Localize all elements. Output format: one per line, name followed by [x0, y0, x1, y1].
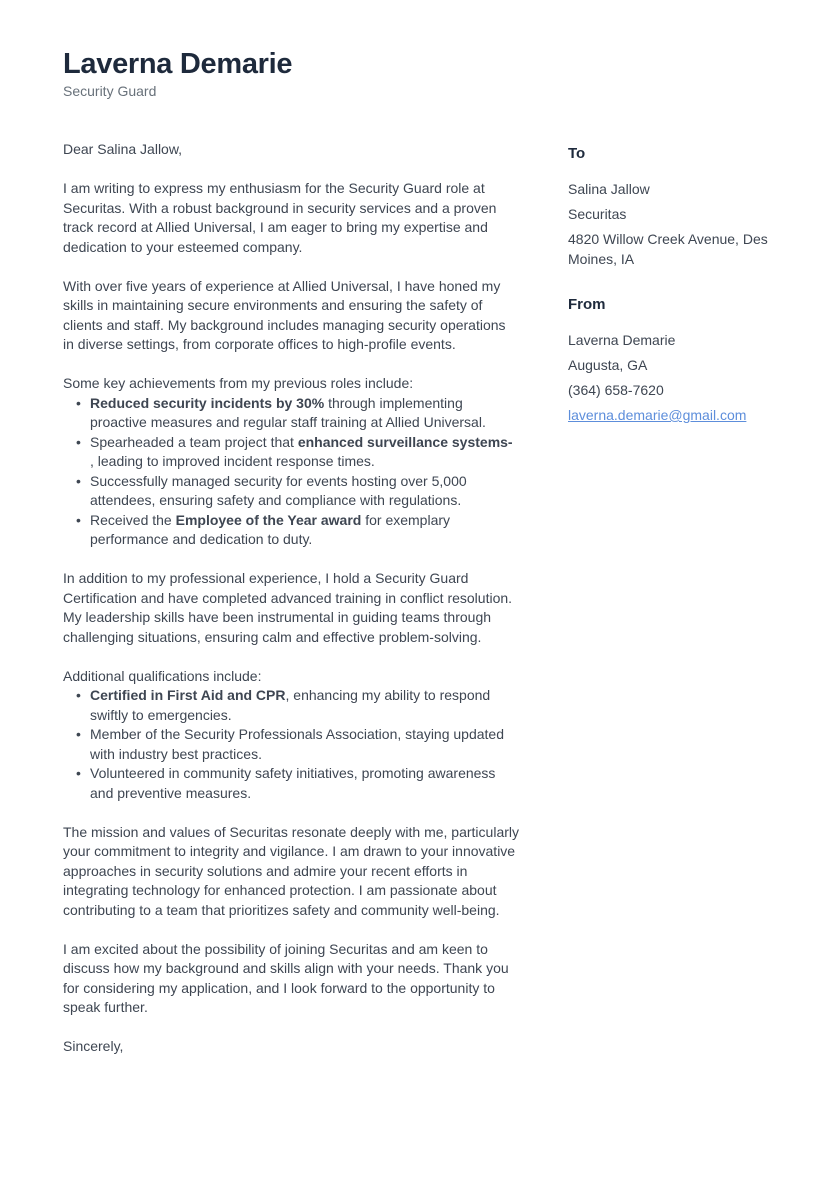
list-item: [63, 686, 520, 725]
list-item: [63, 764, 520, 803]
to-heading: To: [568, 145, 586, 162]
achievement-list: [63, 394, 520, 550]
letter-paragraph: [63, 374, 520, 394]
sender-email-link[interactable]: laverna.demarie@gmail.com: [568, 407, 747, 423]
letter-body: [63, 140, 520, 1076]
list-item: [63, 725, 520, 764]
page-title: Laverna Demarie: [63, 48, 293, 80]
letter-paragraph: [63, 277, 520, 355]
text-run: for exemplary performance and dedication to duty.: [90, 511, 451, 547]
letter-paragraph: [63, 823, 520, 921]
text-run: , enhancing my ability to respond swiftly to emergencies.: [90, 687, 491, 723]
bold-text-run: Reduced security incidents by 30%: [90, 394, 325, 411]
list-item: [63, 472, 520, 511]
text-run: I am excited about the possibility of joining Securitas and am keen to discuss how my background and skills align with your needs. Thank you for considering my application, and I look forward to the opportunity to speak further.: [63, 940, 509, 1015]
to-section: [568, 145, 798, 269]
letter-header: [63, 47, 292, 100]
list-item: [63, 511, 520, 550]
text-run: Dear Salina Jallow,: [63, 141, 183, 157]
bold-text-run: Employee of the Year award: [175, 511, 362, 528]
text-run: Received the: [90, 511, 176, 528]
job-title-subtitle: Security Guard: [63, 83, 157, 99]
text-run: Member of the Security Professionals Association, staying updated with industry best practices.: [90, 726, 504, 762]
achievement-list: [63, 686, 520, 803]
from-section: [568, 296, 798, 425]
text-run: Spearheaded a team project that: [90, 433, 298, 450]
text-run: In addition to my professional experience, I hold a Security Guard Certification and have completed advanced training in conflict resolution. My leadership skills have been instrumental in guiding teams through challenging situations, ensuring calm and effective problem-solving.: [63, 570, 513, 645]
text-run: I am writing to express my enthusiasm for the Security Guard role at Securitas. With a robust background in security services and a proven track record at Allied Universal, I am eager to bring my expertise and dedication to your esteemed company.: [63, 180, 497, 255]
sender-phone: (364) 658-7620: [568, 382, 664, 398]
recipient-address: 4820 Willow Creek Avenue, Des Moines, IA: [568, 231, 768, 267]
text-run: Some key achievements from my previous roles include:: [63, 375, 414, 391]
contact-sidebar: [568, 145, 798, 430]
sender-location: Augusta, GA: [568, 357, 648, 373]
text-run: Successfully managed security for events hosting over 5,000 attendees, ensuring safety and compliance with regulations.: [90, 472, 467, 508]
text-run: Sincerely,: [63, 1038, 124, 1054]
text-run: With over five years of experience at Allied Universal, I have honed my skills in maintaining secure environments and ensuring the safety of clients and staff. My background includes managing security operations in diverse settings, from corporate offices to high-profile events.: [63, 277, 506, 352]
text-run: , leading to improved incident response times.: [90, 453, 375, 469]
sender-name: Laverna Demarie: [568, 332, 676, 348]
text-run: Additional qualifications include:: [63, 667, 262, 684]
from-heading: From: [568, 296, 606, 313]
letter-paragraph: [63, 569, 520, 647]
recipient-company: Securitas: [568, 206, 627, 222]
letter-paragraph: [63, 940, 520, 1018]
list-item: [63, 394, 520, 433]
text-run: Volunteered in community safety initiatives, promoting awareness and preventive measures.: [90, 765, 496, 801]
bold-text-run: Certified in First Aid and CPR: [90, 687, 286, 703]
bold-text-run: enhanced surveillance systems-: [297, 433, 513, 450]
letter-paragraph: [63, 179, 520, 257]
list-item: [63, 433, 520, 472]
letter-paragraph: [63, 667, 520, 687]
text-run: The mission and values of Securitas resonate deeply with me, particularly your commitment to integrity and vigilance. I am drawn to your innovative approaches in security solutions and admire your recent efforts in integrating technology for enhanced protection. I am passionate about contributing to a team that prioritizes safety and community well-being.: [63, 823, 519, 918]
recipient-name: Salina Jallow: [568, 181, 650, 197]
letter-paragraph: [63, 1037, 520, 1057]
letter-paragraph: [63, 140, 520, 160]
text-run: through implementing proactive measures and regular staff training at Allied Universal.: [90, 394, 486, 430]
